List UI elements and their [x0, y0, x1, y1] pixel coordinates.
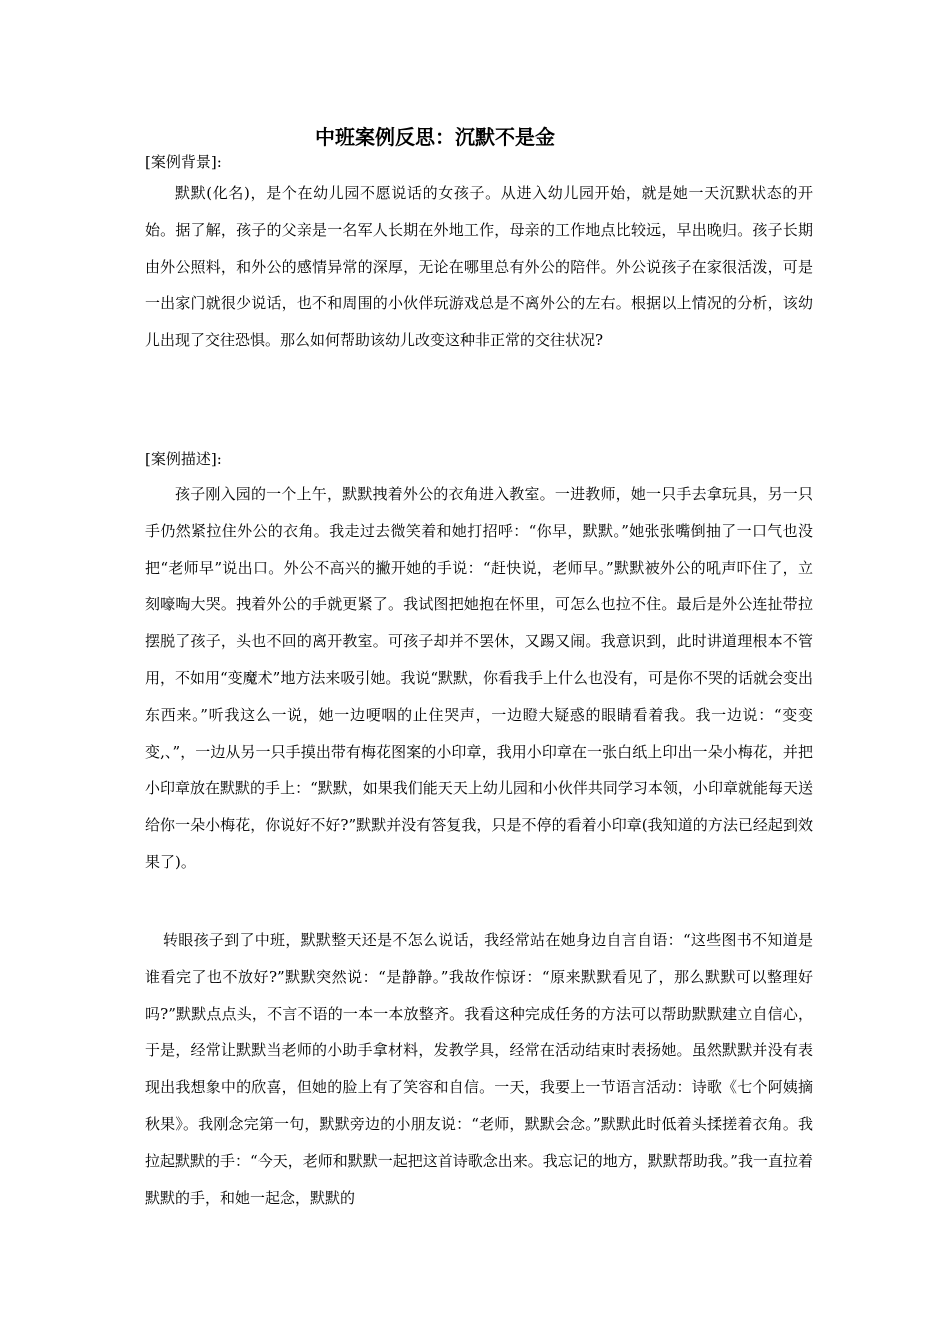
document-title: 中班案例反思：沉默不是金: [315, 125, 555, 149]
background-paragraph: 默默(化名)，是个在幼儿园不愿说话的女孩子。从进入幼儿园开始，就是她一天沉默状态的开始。据了解，孩子的父亲是一名军人长期在外地工作，母亲的工作地点比较远，早出晚归。孩子长期由外公照料，和外公的感情异常的深厚，无论在哪里总有外公的陪伴。外公说孩子在家很活泼，可是一出家门就很少说话，也不和周围的小伙伴玩游戏总是不离外公的左右。根据以上情况的分析，该幼儿出现了交往恐惧。那么如何帮助该幼儿改变这种非正常的交往状况?: [145, 184, 813, 350]
description-paragraph-2: 转眼孩子到了中班，默默整天还是不怎么说话，我经常站在她身边自言自语：“这些图书不知道是谁看完了也不放好?”默默突然说：“是静静。”我故作惊讶：“原来默默看见了，那么默默可以整理好吗?”默默点点头，不言不语的一本一本放整齐。我看这种完成任务的方法可以帮助默默建立自信心，于是，经常让默默当老师的小助手拿材料，发教学具，经常在活动结束时表扬她。虽然默默并没有表现出我想象中的欣喜，但她的脸上有了笑容和自信。一天，我要上一节语言活动：诗歌《七个阿姨摘秋果》。我刚念完第一句，默默旁边的小朋友说：“老师，默默会念。”默默此时低着头揉搓着衣角。我拉起默默的手：“今天，老师和默默一起把这首诗歌念出来。我忘记的地方，默默帮助我。”我一直拉着默默的手，和她一起念，默默的: [145, 931, 813, 1207]
description-paragraph-1: 孩子刚入园的一个上午，默默拽着外公的衣角进入教室。一进教师，她一只手去拿玩具，另一只手仍然紧拉住外公的衣角。我走过去微笑着和她打招呼：“你早，默默。”她张张嘴倒抽了一口气也没把“老师早”说出口。外公不高兴的撇开她的手说：“赶快说，老师早。”默默被外公的吼声吓住了，立刻嚎啕大哭。拽着外公的手就更紧了。我试图把她抱在怀里，可怎么也拉不住。最后是外公连扯带拉摆脱了孩子，头也不回的离开教室。可孩子却并不罢休，又踢又闹。我意识到，此时讲道理根本不管用，不如用“变魔术”地方法来吸引她。我说“默默，你看我手上什么也没有，可是你不哭的话就会变出东西来。”听我这么一说，她一边哽咽的止住哭声，一边瞪大疑惑的眼睛看着我。我一边说：“变变变,、”，一边从另一只手摸出带有梅花图案的小印章，我用小印章在一张白纸上印出一朵小梅花，并把小印章放在默默的手上：“默默，如果我们能天天上幼儿园和小伙伴共同学习本领，小印章就能每天送给你一朵小梅花，你说好不好?”默默并没有答复我，只是不停的看着小印章(我知道的方法已经起到效果了)。: [145, 485, 814, 871]
background-heading: [案例背景]:: [145, 153, 222, 171]
description-heading: [案例描述]:: [145, 450, 222, 468]
